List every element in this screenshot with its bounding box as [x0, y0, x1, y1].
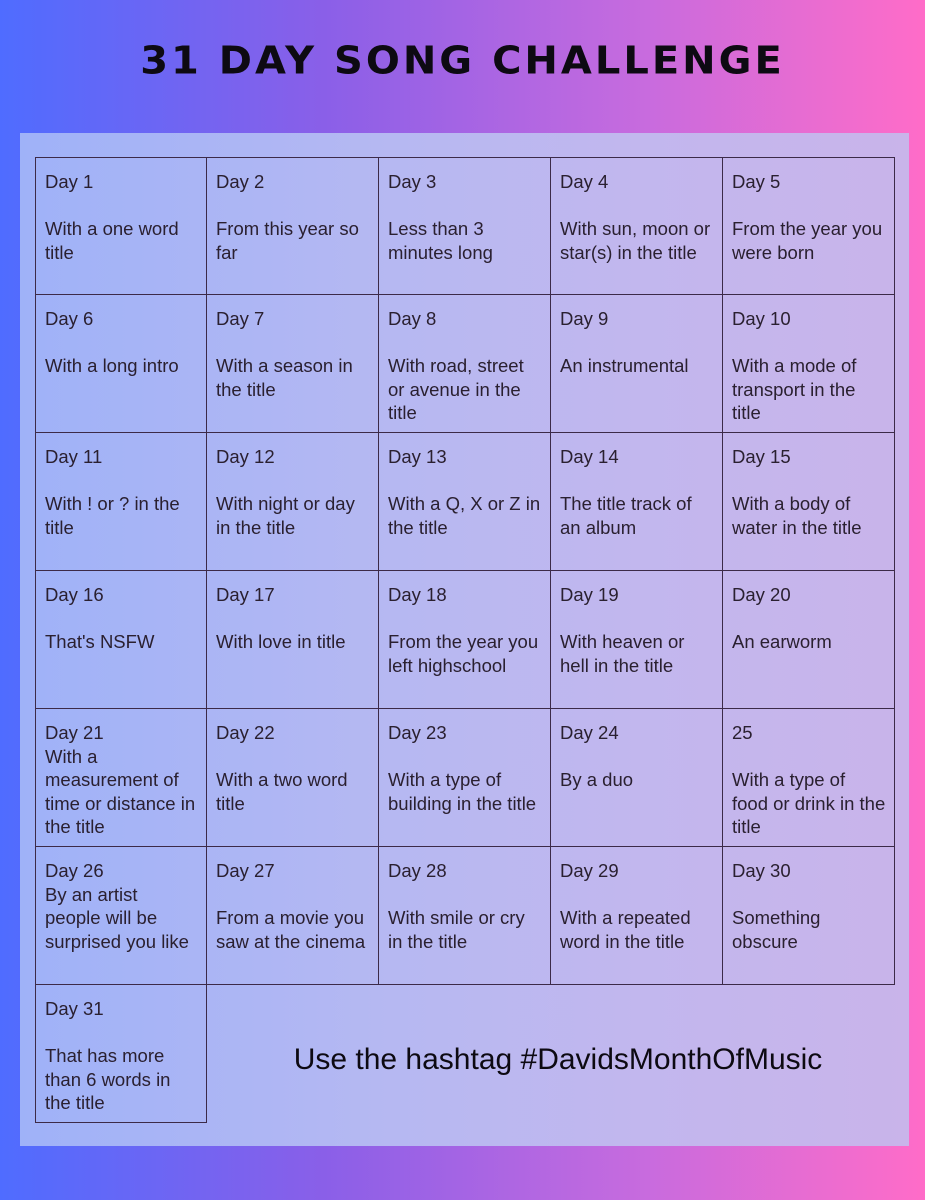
day-label: Day 28: [388, 860, 447, 881]
day-cell: [551, 433, 723, 571]
day-prompt: With a long intro: [45, 355, 179, 376]
day-label: 25: [732, 722, 753, 743]
day-label: Day 6: [45, 308, 94, 329]
day-prompt: From this year so far: [216, 218, 359, 263]
day-cell: [551, 571, 723, 709]
day-cell: [379, 295, 551, 433]
day-label: Day 16: [45, 584, 104, 605]
day-prompt: With sun, moon or star(s) in the title: [560, 218, 711, 263]
day-label: Day 18: [388, 584, 447, 605]
day-prompt: From the year you left highschool: [388, 631, 539, 676]
day-cell: [551, 709, 723, 847]
day-label: Day 9: [560, 308, 609, 329]
day-label: Day 5: [732, 171, 781, 192]
day-prompt: From a movie you saw at the cinema: [216, 907, 366, 952]
challenge-card: [20, 133, 909, 1146]
day-cell: [723, 433, 895, 571]
day-prompt: With a body of water in the title: [732, 493, 862, 538]
day-prompt: An instrumental: [560, 355, 689, 376]
day-label: Day 29: [560, 860, 619, 881]
day-prompt: With heaven or hell in the title: [560, 631, 685, 676]
day-cell: [35, 295, 207, 433]
day-cell: [35, 571, 207, 709]
day-prompt: With road, street or avenue in the title: [388, 355, 524, 423]
day-prompt: With love in title: [216, 631, 346, 652]
day-label: Day 20: [732, 584, 791, 605]
day-label: Day 4: [560, 171, 609, 192]
day-cell: [379, 571, 551, 709]
day-label: Day 1: [45, 171, 94, 192]
day-label: Day 31: [45, 998, 104, 1019]
day-prompt: That's NSFW: [45, 631, 155, 652]
day-cell: [379, 433, 551, 571]
day-cell: [379, 157, 551, 295]
day-cell: [35, 985, 207, 1123]
day-prompt: That has more than 6 words in the title: [45, 1045, 171, 1113]
day-cell: [723, 709, 895, 847]
day-label: Day 11: [45, 446, 103, 467]
day-prompt: With a one word title: [45, 218, 179, 263]
day-label: Day 21: [45, 722, 104, 743]
day-cell: [35, 433, 207, 571]
day-prompt: By a duo: [560, 769, 634, 790]
day-label: Day 8: [388, 308, 437, 329]
day-prompt: The title track of an album: [560, 493, 692, 538]
day-cell: [207, 157, 379, 295]
day-cell: [379, 709, 551, 847]
day-label: Day 22: [216, 722, 275, 743]
day-prompt: By an artist people will be surprised you like: [45, 883, 189, 952]
day-cell: [207, 433, 379, 571]
day-label: Day 2: [216, 171, 265, 192]
day-cell: [551, 847, 723, 985]
day-cell: [35, 847, 207, 985]
day-prompt: With a measurement of time or distance in the title: [45, 745, 196, 837]
day-label: Day 7: [216, 308, 265, 329]
day-label: Day 13: [388, 446, 447, 467]
day-prompt: With a type of building in the title: [388, 769, 537, 814]
day-cell: [551, 295, 723, 433]
day-cell: [723, 295, 895, 433]
day-label: Day 27: [216, 860, 275, 881]
day-prompt: From the year you were born: [732, 218, 883, 263]
day-prompt: With a type of food or drink in the title: [732, 769, 886, 837]
day-cell: [207, 847, 379, 985]
day-cell: [207, 295, 379, 433]
day-cell: [551, 157, 723, 295]
day-prompt: With smile or cry in the title: [388, 907, 525, 952]
hashtag-text: Use the hashtag #DavidsMonthOfMusic: [293, 1043, 823, 1076]
day-label: Day 19: [560, 584, 619, 605]
day-prompt: With night or day in the title: [216, 493, 355, 538]
day-label: Day 24: [560, 722, 619, 743]
day-label: Day 23: [388, 722, 447, 743]
day-prompt: Less than 3 minutes long: [388, 218, 493, 263]
day-prompt: With a Q, X or Z in the title: [388, 493, 541, 538]
day-prompt: Something obscure: [732, 907, 821, 952]
day-label: Day 30: [732, 860, 791, 881]
day-cell: [35, 709, 207, 847]
day-cell: [723, 847, 895, 985]
day-prompt: With a repeated word in the title: [560, 907, 691, 952]
day-cell: [723, 571, 895, 709]
day-cell: [35, 157, 207, 295]
day-prompt: An earworm: [732, 631, 832, 652]
day-grid: [35, 157, 895, 1123]
day-prompt: With a two word title: [216, 769, 348, 814]
day-cell: [207, 709, 379, 847]
day-prompt: With a mode of transport in the title: [732, 355, 857, 423]
day-prompt: With a season in the title: [216, 355, 353, 400]
day-label: Day 14: [560, 446, 619, 467]
day-label: Day 26: [45, 860, 104, 881]
day-prompt: With ! or ? in the title: [45, 493, 180, 538]
day-label: Day 3: [388, 171, 437, 192]
day-cell: [379, 847, 551, 985]
day-cell: [207, 571, 379, 709]
day-label: Day 10: [732, 308, 791, 329]
page-title: 31 DAY SONG CHALLENGE: [140, 39, 785, 83]
day-cell: [723, 157, 895, 295]
day-label: Day 12: [216, 446, 275, 467]
day-label: Day 15: [732, 446, 791, 467]
day-label: Day 17: [216, 584, 275, 605]
